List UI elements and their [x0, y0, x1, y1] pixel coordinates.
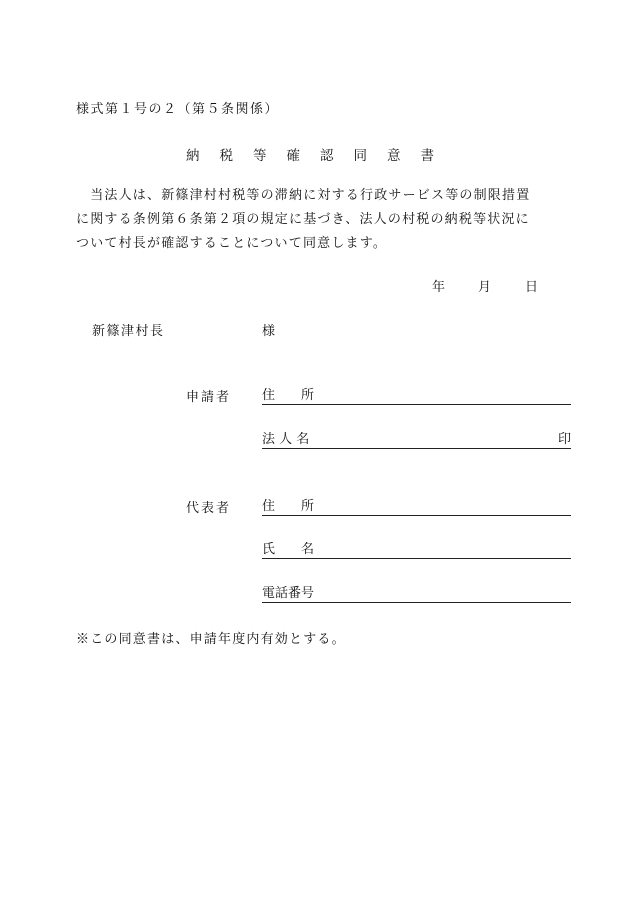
form-number: 様式第１号の２（第５条関係）	[76, 102, 280, 117]
date-day-label: 日	[525, 280, 539, 295]
seal-mark: 印	[557, 432, 571, 447]
statement-line-3: ついて村長が確認することについて同意します。	[76, 236, 388, 251]
consent-statement	[76, 184, 574, 256]
representative-address-label: 住 所	[262, 499, 315, 514]
applicant-corp-name-label: 法 人 名	[262, 432, 310, 447]
representative-label: 代表者	[186, 501, 232, 516]
applicant-address-label: 住 所	[262, 388, 315, 403]
date-year-label: 年	[432, 280, 446, 295]
statement-line-2: に関する条例第６条第２項の規定に基づき、法人の村税の納税等状況に	[76, 212, 530, 227]
applicant-address-field[interactable]	[262, 384, 571, 405]
document-title: 納税等確認同意書	[186, 148, 454, 164]
addressee: 新篠津村長	[92, 324, 165, 339]
representative-phone-field[interactable]	[262, 582, 571, 603]
representative-name-field[interactable]	[262, 538, 571, 559]
applicant-label: 申請者	[186, 390, 232, 405]
validity-note: ※この同意書は、申請年度内有効とする。	[76, 632, 346, 647]
representative-name-label: 氏 名	[262, 542, 315, 557]
honorific: 様	[262, 324, 276, 339]
applicant-corp-name-field[interactable]	[262, 428, 571, 449]
statement-line-1: 当法人は、新篠津村村税等の滞納に対する行政サービス等の制限措置	[76, 188, 531, 203]
date-month-label: 月	[478, 280, 492, 295]
representative-address-field[interactable]	[262, 495, 571, 516]
representative-phone-label: 電話番号	[262, 586, 315, 601]
